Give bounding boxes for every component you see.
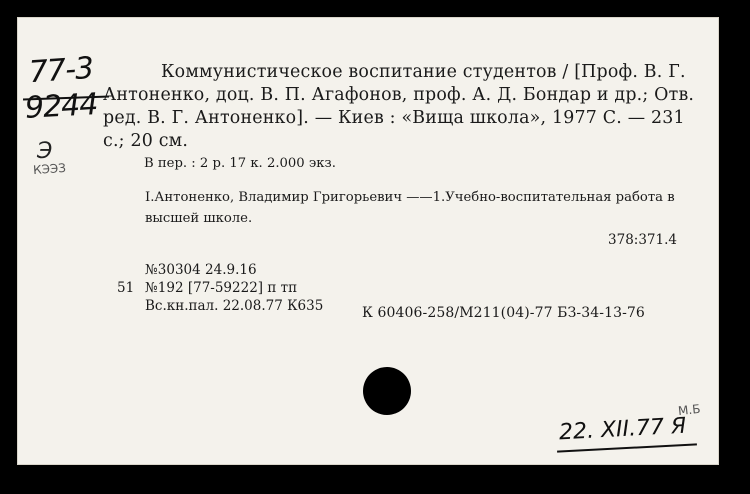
technical-block	[117, 261, 323, 315]
handwritten-scribble-small: КЭЭЗ	[32, 160, 67, 178]
handwritten-call-number-bottom: 9244	[24, 87, 99, 126]
date-underline	[557, 443, 697, 452]
publisher-code: К 60406-258/М211(04)-77 БЗ-34-13-76	[362, 305, 645, 321]
bibliographic-entry: Коммунистическое воспитание студентов / [Проф. В. Г. Антоненко, доц. В. П. Агафонов, проф. А. Д. Бондар и др.; Отв. ред. В. Г. Антоненко]. — Киев : «Вища школа», 1977 С. — 231 с.; 20 см.	[103, 62, 695, 151]
tech-line-2: №192 [77-59222] п тп	[145, 280, 298, 296]
tech-line-2-prefix: 51	[117, 280, 135, 296]
classification-number: 378:371.4	[608, 232, 677, 248]
subject-tracings: I.Антоненко, Владимир Григорьевич ——1.Учебно-воспитательная работа в высшей школе.	[145, 190, 675, 226]
punch-hole	[363, 367, 411, 415]
handwritten-initials: М.Б	[677, 401, 702, 419]
handwritten-date: 22. XII.77 Я	[558, 413, 687, 446]
catalog-card	[17, 17, 719, 465]
handwritten-call-number-top: 77-3	[27, 50, 95, 91]
tech-line-3: Вс.кн.пал. 22.08.77 К635	[145, 298, 324, 314]
tech-line-1: №30304 24.9.16	[145, 262, 257, 278]
handwritten-scribble: Э	[37, 139, 53, 164]
price-line: В пер. : 2 р. 17 к. 2.000 экз.	[144, 156, 336, 171]
